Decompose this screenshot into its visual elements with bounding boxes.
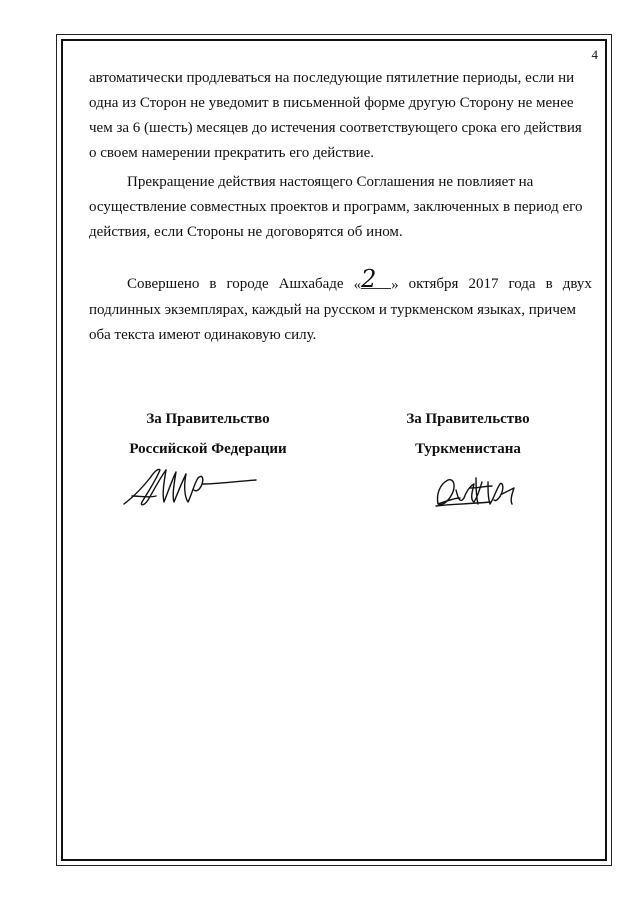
paragraph-renewal [89,66,592,166]
paragraph-termination [89,170,592,245]
text-line: одна из Сторон не уведомит в письменной форме другую Сторону не менее [89,95,574,111]
document-body [89,66,592,348]
page-number: 4 [591,47,598,62]
word: городе [226,276,269,292]
handwritten-signature-turkmenistan [430,468,520,512]
text-line: о своем намерении прекратить его действие. [89,145,374,161]
word: 2017 [468,276,499,292]
text-line: оба текста имеют одинаковую силу. [89,327,317,343]
word: Совершено [127,276,200,292]
text-line: Прекращение действия настоящего Соглашения не повлияет на [127,174,534,190]
date-day: «2 » [353,265,399,293]
signatory-line1: За Правительство [146,411,270,427]
signatory-line1: За Правительство [406,411,530,427]
text-line: автоматически продлеваться на последующие пятилетние периоды, если ни [89,70,575,86]
word: года [508,276,536,292]
word: Ашхабаде [278,276,344,292]
word: в [545,276,553,292]
text-line: чем за 6 (шесть) месяцев до истечения соответствующего срока его действия [89,120,582,136]
handwritten-signature-russia [118,462,268,510]
signature-block-turkmenistan [348,404,588,464]
word: октября [408,276,459,292]
signatory-line2: Туркменистана [415,441,521,457]
text-line: осуществление совместных проектов и программ, заключенных в период его [89,199,583,215]
paragraph-execution [89,265,592,348]
date-line [89,265,592,298]
signature-block-russia [88,404,328,464]
signatory-line2: Российской Федерации [129,441,287,457]
handwritten-day: 2 [361,270,391,289]
word: двух [562,276,592,292]
word: в [209,276,217,292]
text-line: подлинных экземплярах, каждый на русском и туркменском языках, причем [89,302,577,318]
text-line: действия, если Стороны не договорятся об ином. [89,224,403,240]
